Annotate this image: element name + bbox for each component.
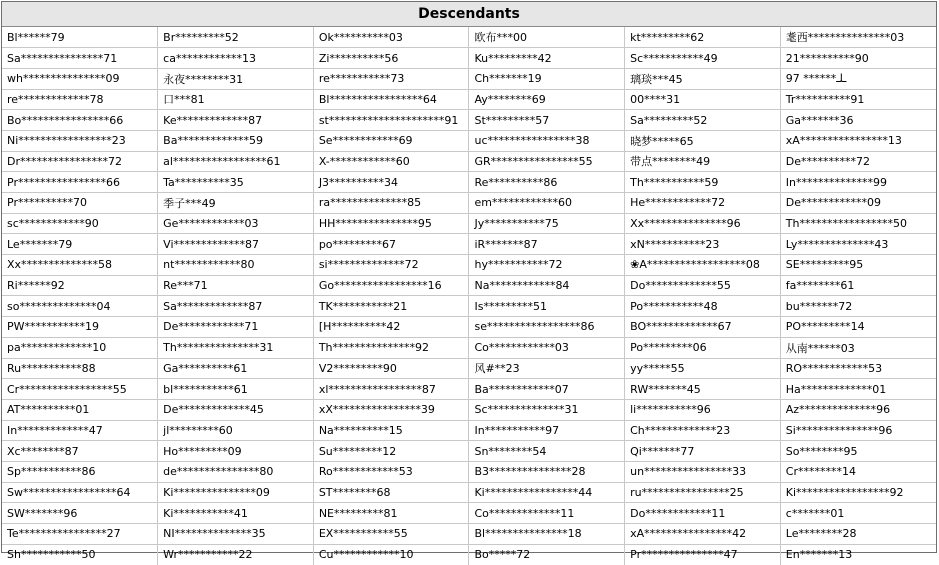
table-row bbox=[2, 193, 936, 214]
descendant-name-cell: 口***81 bbox=[158, 89, 314, 110]
descendant-name-cell: Pr**********70 bbox=[2, 193, 158, 214]
descendant-name-cell: 带点********49 bbox=[625, 151, 781, 172]
table-row bbox=[2, 379, 936, 400]
descendant-name-cell: Qi*******77 bbox=[625, 441, 781, 462]
descendant-name-cell: Co************03 bbox=[469, 337, 625, 358]
table-row bbox=[2, 317, 936, 338]
descendant-name-cell: xA****************13 bbox=[780, 130, 936, 151]
descendant-name-cell: In**************99 bbox=[780, 172, 936, 193]
descendant-name-cell: Xc********87 bbox=[2, 441, 158, 462]
descendant-name-cell: Na************84 bbox=[469, 275, 625, 296]
descendant-name-cell: ـﻠـ****** 97 bbox=[780, 68, 936, 89]
descendant-name-cell: Ru***********88 bbox=[2, 358, 158, 379]
descendant-name-cell: xN***********23 bbox=[625, 234, 781, 255]
descendant-name-cell: Se************69 bbox=[313, 130, 469, 151]
descendant-name-cell: ❀A******************08 bbox=[625, 255, 781, 276]
descendant-name-cell: 永夜********31 bbox=[158, 68, 314, 89]
descendant-name-cell: li***********96 bbox=[625, 399, 781, 420]
descendant-name-cell: En*******13 bbox=[785, 548, 853, 562]
descendant-name-cell: Ke*************87 bbox=[158, 110, 314, 131]
table-row bbox=[2, 172, 936, 193]
descendant-name-cell: Le*******79 bbox=[2, 234, 158, 255]
descendant-name-cell: c*******01 bbox=[780, 503, 936, 524]
descendant-name-cell: B3***************28 bbox=[469, 461, 625, 482]
descendant-name-cell: Is*********51 bbox=[469, 296, 625, 317]
table-row bbox=[2, 420, 936, 441]
descendant-name-cell: Ok**********03 bbox=[313, 27, 469, 48]
descendant-name-cell: st*********************91 bbox=[313, 110, 469, 131]
descendant-name-cell: 季子***49 bbox=[158, 193, 314, 214]
descendant-name-cell: ru****************25 bbox=[625, 482, 781, 503]
descendants-table-body bbox=[2, 27, 936, 565]
descendant-name-cell: Ch*************23 bbox=[625, 420, 781, 441]
descendant-name-cell: sc************90 bbox=[2, 213, 158, 234]
descendant-name-cell: bu*******72 bbox=[780, 296, 936, 317]
descendant-name-cell: Pr****************66 bbox=[2, 172, 158, 193]
table-row bbox=[2, 27, 936, 48]
descendant-name-cell: Ga**********61 bbox=[158, 358, 314, 379]
descendant-name-cell: Bl*****************64 bbox=[313, 89, 469, 110]
descendant-name-cell: Sa***************71 bbox=[2, 48, 158, 69]
descendant-name-cell: em************60 bbox=[469, 193, 625, 214]
descendant-name-cell: RW*******45 bbox=[625, 379, 781, 400]
descendant-name-cell: Ly**************43 bbox=[780, 234, 936, 255]
table-row bbox=[2, 275, 936, 296]
descendant-name-cell: po*********67 bbox=[313, 234, 469, 255]
descendant-name-cell: Si***************96 bbox=[780, 420, 936, 441]
descendant-name-cell: So********95 bbox=[780, 441, 936, 462]
descendant-name-cell: 00****31 bbox=[625, 89, 781, 110]
descendant-name-cell: NI**************35 bbox=[158, 524, 314, 545]
descendant-name-cell: Az**************96 bbox=[780, 399, 936, 420]
descendant-name-cell: Do*************55 bbox=[625, 275, 781, 296]
descendant-name-cell: Do************11 bbox=[625, 503, 781, 524]
table-row bbox=[2, 234, 936, 255]
descendant-name-cell: Sw*****************64 bbox=[2, 482, 158, 503]
descendant-name-cell: Bl******79 bbox=[2, 27, 158, 48]
descendant-name-cell: Th*****************50 bbox=[780, 213, 936, 234]
descendant-name-cell: NE*********81 bbox=[313, 503, 469, 524]
descendant-name-cell: V2*********90 bbox=[313, 358, 469, 379]
descendant-name-cell: fa********61 bbox=[780, 275, 936, 296]
descendant-name-cell: pa*************10 bbox=[2, 337, 158, 358]
descendant-name-cell: Vi*************87 bbox=[158, 234, 314, 255]
descendant-name-cell: xl*****************87 bbox=[313, 379, 469, 400]
table-row bbox=[2, 89, 936, 110]
table-row bbox=[2, 503, 936, 524]
descendant-name-cell: Bo*****72 bbox=[469, 544, 625, 565]
descendant-name-cell: Sn********54 bbox=[469, 441, 625, 462]
descendant-name-cell: Sa*************87 bbox=[158, 296, 314, 317]
descendant-name-cell: Ri******92 bbox=[2, 275, 158, 296]
table-row bbox=[2, 213, 936, 234]
descendant-name-cell: Bo****************66 bbox=[2, 110, 158, 131]
descendant-name-cell: Th***************92 bbox=[313, 337, 469, 358]
descendant-name-cell: ca************13 bbox=[158, 48, 314, 69]
descendant-name-cell: uc****************38 bbox=[469, 130, 625, 151]
descendant-name-cell: Go*****************16 bbox=[313, 275, 469, 296]
descendant-name-cell: Ba************07 bbox=[469, 379, 625, 400]
descendant-name-cell: X-************60 bbox=[313, 151, 469, 172]
descendants-table bbox=[2, 27, 936, 565]
descendant-name-cell: Le********28 bbox=[780, 524, 936, 545]
descendant-name-cell: Ro************53 bbox=[313, 461, 469, 482]
table-row bbox=[2, 110, 936, 131]
descendant-name-cell: Th***************31 bbox=[158, 337, 314, 358]
descendant-name-cell: Cu************10 bbox=[313, 544, 469, 565]
descendant-name-cell: Xx**************58 bbox=[2, 255, 158, 276]
descendant-name-cell: Ki*****************44 bbox=[469, 482, 625, 503]
descendant-name-cell: Sp***********86 bbox=[2, 461, 158, 482]
descendant-name-cell: In***********97 bbox=[469, 420, 625, 441]
descendant-name-cell: Zi**********56 bbox=[313, 48, 469, 69]
descendant-name-cell: De************71 bbox=[158, 317, 314, 338]
descendant-name-cell: BO*************67 bbox=[625, 317, 781, 338]
descendant-name-cell: 21**********90 bbox=[780, 48, 936, 69]
descendant-name-cell: re*************78 bbox=[2, 89, 158, 110]
descendant-name-cell: [H**********42 bbox=[313, 317, 469, 338]
descendant-name-cell: Wr***********22 bbox=[158, 544, 314, 565]
descendant-name-cell: Ku*********42 bbox=[469, 48, 625, 69]
descendant-name-cell: EX***********55 bbox=[313, 524, 469, 545]
table-row bbox=[2, 441, 936, 462]
table-row bbox=[2, 461, 936, 482]
descendant-name-cell: St*********57 bbox=[469, 110, 625, 131]
descendant-name-cell: xA****************42 bbox=[625, 524, 781, 545]
descendant-name-cell: 风#**23 bbox=[469, 358, 625, 379]
descendant-name-cell: Tr**********91 bbox=[780, 89, 936, 110]
descendant-name-cell: ra**************85 bbox=[313, 193, 469, 214]
descendant-name-cell: se*****************86 bbox=[469, 317, 625, 338]
descendant-name-cell: HH***************95 bbox=[313, 213, 469, 234]
descendant-name-cell: PO*********14 bbox=[780, 317, 936, 338]
descendant-name-cell: 晓梦*****65 bbox=[625, 130, 781, 151]
descendant-name-cell: Ha*************01 bbox=[780, 379, 936, 400]
descendant-name-cell: Ho*********09 bbox=[158, 441, 314, 462]
descendant-name-cell: xX****************39 bbox=[313, 399, 469, 420]
descendant-name-cell: Cr********14 bbox=[780, 461, 936, 482]
descendant-name-cell: SE*********95 bbox=[780, 255, 936, 276]
descendant-name-cell: Re**********86 bbox=[469, 172, 625, 193]
table-row bbox=[2, 48, 936, 69]
descendant-name-cell: yy*****55 bbox=[625, 358, 781, 379]
descendant-name-cell: J3**********34 bbox=[313, 172, 469, 193]
descendant-name-cell: Pr***************47 bbox=[625, 544, 781, 565]
descendant-name-cell: Co*************11 bbox=[469, 503, 625, 524]
descendant-name-cell: In*************47 bbox=[2, 420, 158, 441]
descendant-name-cell: Ki***************09 bbox=[158, 482, 314, 503]
table-row bbox=[2, 524, 936, 545]
descendant-name-cell: RO************53 bbox=[780, 358, 936, 379]
descendant-name-cell: nt************80 bbox=[158, 255, 314, 276]
table-row bbox=[2, 358, 936, 379]
descendant-name-cell: Jy***********75 bbox=[469, 213, 625, 234]
descendant-name-cell: iR*******87 bbox=[469, 234, 625, 255]
descendant-name-cell: de***************80 bbox=[158, 461, 314, 482]
descendant-name-cell: Po*********06 bbox=[625, 337, 781, 358]
descendant-name-cell: Sa*********52 bbox=[625, 110, 781, 131]
descendant-name-cell: De*************45 bbox=[158, 399, 314, 420]
descendant-name-cell: wh***************09 bbox=[2, 68, 158, 89]
descendant-name-cell: GR****************55 bbox=[469, 151, 625, 172]
table-row bbox=[2, 151, 936, 172]
descendant-name-cell: Sh***********50 bbox=[2, 544, 158, 565]
descendant-name-cell: Ki*****************92 bbox=[780, 482, 936, 503]
descendant-name-cell: Dr****************72 bbox=[2, 151, 158, 172]
table-row bbox=[2, 255, 936, 276]
descendant-name-cell: si**************72 bbox=[313, 255, 469, 276]
descendant-name-cell: He************72 bbox=[625, 193, 781, 214]
descendants-panel bbox=[1, 1, 937, 562]
descendant-name-cell: Xx***************96 bbox=[625, 213, 781, 234]
descendant-name-cell: Su*********12 bbox=[313, 441, 469, 462]
table-row bbox=[2, 399, 936, 420]
descendant-name-cell: PW***********19 bbox=[2, 317, 158, 338]
descendant-name-cell: AT**********01 bbox=[2, 399, 158, 420]
descendant-name-cell: Te****************27 bbox=[2, 524, 158, 545]
descendant-name-cell: Bl***************18 bbox=[469, 524, 625, 545]
descendant-name-cell: al*****************61 bbox=[158, 151, 314, 172]
descendant-name-cell: Ch*******19 bbox=[469, 68, 625, 89]
descendant-name-cell: Sc**************31 bbox=[469, 399, 625, 420]
descendant-name-cell: Ge************03 bbox=[158, 213, 314, 234]
descendant-name-cell: un****************33 bbox=[625, 461, 781, 482]
descendant-name-cell: Sc***********49 bbox=[625, 48, 781, 69]
descendant-name-cell: re***********73 bbox=[313, 68, 469, 89]
descendant-name-cell: De**********72 bbox=[780, 151, 936, 172]
table-row bbox=[2, 130, 936, 151]
descendant-name-cell: Po***********48 bbox=[625, 296, 781, 317]
table-row bbox=[2, 68, 936, 89]
descendant-name-cell: bl***********61 bbox=[158, 379, 314, 400]
descendant-name-cell: Ki***********41 bbox=[158, 503, 314, 524]
descendant-name-cell: Br*********52 bbox=[158, 27, 314, 48]
descendant-name-cell: Ay********69 bbox=[469, 89, 625, 110]
descendant-name-cell: 从南******03 bbox=[780, 337, 936, 358]
descendant-name-cell: De************09 bbox=[780, 193, 936, 214]
descendant-name-cell: Re***71 bbox=[158, 275, 314, 296]
descendant-name-cell: TK***********21 bbox=[313, 296, 469, 317]
descendant-name-cell: kt*********62 bbox=[625, 27, 781, 48]
table-row bbox=[2, 544, 936, 565]
descendant-name-cell: ST********68 bbox=[313, 482, 469, 503]
panel-title: Descendants bbox=[2, 2, 936, 27]
descendant-name-cell: Ga*******36 bbox=[780, 110, 936, 131]
descendant-name-cell: Ba*************59 bbox=[158, 130, 314, 151]
table-row bbox=[2, 337, 936, 358]
descendant-name-cell: 欧布***00 bbox=[469, 27, 625, 48]
table-row bbox=[2, 482, 936, 503]
descendant-name-cell: hy***********72 bbox=[469, 255, 625, 276]
table-row bbox=[2, 296, 936, 317]
descendant-name-cell: Ta**********35 bbox=[158, 172, 314, 193]
descendant-name-cell: SW*******96 bbox=[2, 503, 158, 524]
descendant-name-cell: 耄西***************03 bbox=[780, 27, 936, 48]
descendant-name-cell: Ni*****************23 bbox=[2, 130, 158, 151]
descendant-name-cell: jl*********60 bbox=[158, 420, 314, 441]
descendant-name-cell: so**************04 bbox=[2, 296, 158, 317]
descendant-name-cell: Na**********15 bbox=[313, 420, 469, 441]
descendant-name-cell: 璃琰***45 bbox=[625, 68, 781, 89]
descendant-name-cell: Cr*****************55 bbox=[2, 379, 158, 400]
descendant-name-cell: Th***********59 bbox=[625, 172, 781, 193]
